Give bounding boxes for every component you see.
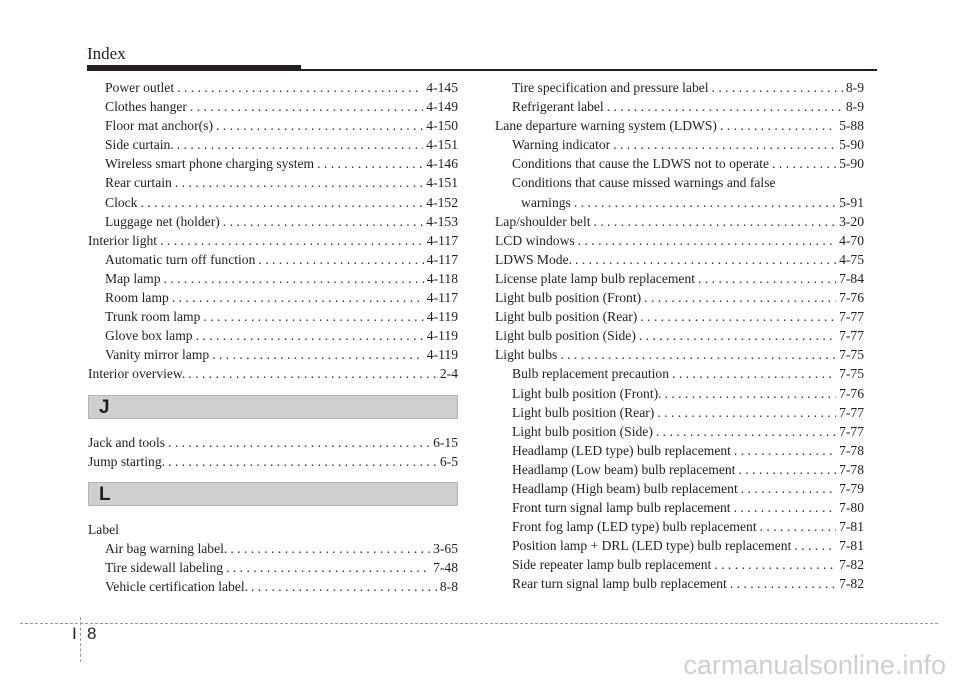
index-entry-page: 4-146 (426, 156, 458, 172)
index-entry-page: 4-145 (426, 80, 458, 95)
index-entry (495, 252, 864, 271)
index-entry-page: 7-76 (839, 385, 864, 401)
dot-leader (317, 156, 423, 172)
dot-leader (160, 233, 424, 249)
index-entry-page: 4-119 (426, 347, 458, 363)
dot-leader (190, 99, 423, 115)
index-entry (88, 118, 458, 137)
index-entry-page: 5-90 (839, 137, 864, 153)
index-entry (88, 435, 458, 454)
dot-leader (177, 137, 424, 153)
dot-leader (672, 366, 836, 382)
index-entry-text: Position lamp + DRL (LED type) bulb replacement (512, 538, 792, 554)
index-entry (495, 347, 864, 366)
dot-leader (164, 271, 424, 287)
dot-leader (172, 290, 424, 306)
index-entry-page: 7-75 (839, 366, 864, 382)
index-entry (88, 195, 458, 214)
index-entry (495, 481, 864, 500)
index-entry-text: Side repeater lamp bulb replacement (512, 557, 712, 573)
index-entry (495, 328, 864, 347)
index-entry-page: 8-9 (845, 80, 864, 95)
index-entry-page: 7-79 (839, 480, 864, 496)
index-entry-text: Headlamp (LED type) bulb replacement (512, 442, 731, 458)
dot-leader (560, 347, 836, 363)
index-entry-text: Tire specification and pressure label (512, 80, 709, 95)
dot-leader (196, 328, 424, 344)
index-entry (88, 347, 458, 366)
index-entry-text: Power outlet (105, 80, 175, 95)
index-entry-page: 4-151 (426, 137, 458, 153)
index-entry-text: Glove box lamp (105, 328, 193, 344)
dot-leader (203, 309, 423, 325)
index-entry-page: 8-8 (439, 578, 458, 594)
index-entry-text: Map lamp (105, 270, 161, 286)
index-entry-text: LCD windows (495, 232, 575, 248)
index-entry-text: Floor mat anchor(s) (105, 118, 213, 134)
index-entry-page: 5-91 (839, 194, 864, 210)
index-entry (495, 233, 864, 252)
dot-leader (613, 137, 836, 153)
index-entry-page: 7-78 (839, 442, 864, 458)
index-column-left (88, 80, 458, 598)
index-entry-text: Side curtain. (105, 137, 174, 153)
footer-section-letter: I (72, 624, 77, 643)
dot-leader (574, 195, 836, 211)
index-entry-page: 4-117 (426, 232, 458, 248)
index-entry-page: 7-80 (839, 500, 864, 516)
index-entry (495, 443, 864, 462)
dot-leader (140, 195, 423, 211)
index-entry (495, 156, 864, 175)
index-entry (88, 214, 458, 233)
index-entry (88, 99, 458, 118)
index-entry (88, 328, 458, 347)
index-entry-page: 3-65 (433, 540, 458, 556)
index-entry-text: Front turn signal lamp bulb replacement (512, 500, 731, 516)
index-entry (88, 522, 458, 541)
index-entry (88, 366, 458, 385)
index-entry-text: Clock (105, 194, 138, 210)
dot-leader (640, 309, 836, 325)
index-entry (88, 541, 458, 560)
watermark: carmanualsonline.info (683, 650, 946, 680)
footer-divider (80, 617, 81, 662)
dot-leader (741, 481, 836, 497)
index-entry (495, 462, 864, 481)
dot-leader (720, 118, 836, 134)
dot-leader (216, 118, 423, 134)
index-entry (495, 576, 864, 595)
index-entry (495, 309, 864, 328)
dot-leader (772, 156, 836, 172)
index-entry-text: Light bulb position (Front) (495, 290, 642, 306)
index-entry-page: 5-90 (839, 156, 864, 172)
index-entry (88, 233, 458, 252)
index-entry-page: 7-77 (839, 404, 864, 420)
index-entry-page: 7-77 (839, 328, 864, 344)
index-entry (88, 156, 458, 175)
index-entry-text: Tire sidewall labeling (105, 559, 224, 575)
index-entry-page: 7-84 (839, 270, 864, 286)
footer-page-number: 8 (87, 624, 97, 643)
dot-leader (657, 405, 836, 421)
index-entry (88, 579, 458, 598)
index-entry (88, 137, 458, 156)
index-entry (495, 80, 864, 99)
index-entry-text: Room lamp (105, 290, 169, 306)
index-entry (495, 557, 864, 576)
index-entry-text: warnings (521, 194, 571, 210)
dot-leader (738, 462, 836, 478)
index-entry (495, 519, 864, 538)
index-entry (495, 405, 864, 424)
dot-leader (575, 252, 836, 268)
index-entry-text: Automatic turn off function (105, 251, 256, 267)
dot-leader (168, 454, 437, 470)
dot-leader (734, 443, 836, 459)
index-entry-text: Luggage net (holder) (105, 213, 220, 229)
index-entry (88, 175, 458, 194)
index-entry-page: 6-15 (433, 434, 458, 450)
index-entry-page: 7-78 (839, 461, 864, 477)
index-column-right (495, 80, 864, 596)
dot-leader (639, 328, 836, 344)
index-entry-text: Trunk room lamp (105, 309, 201, 325)
index-entry (88, 252, 458, 271)
dot-leader (794, 538, 836, 554)
index-entry-text: Lap/shoulder belt (495, 213, 591, 229)
index-entry-text: Interior overview. (88, 366, 186, 382)
dot-leader (177, 80, 423, 96)
index-entry-page: 7-75 (839, 347, 864, 363)
index-entry (88, 290, 458, 309)
index-entry-text: Light bulb position (Side) (495, 328, 636, 344)
index-entry-page: 4-119 (426, 328, 458, 344)
dot-leader (730, 576, 836, 592)
index-entry (495, 137, 864, 156)
index-entry-text: Clothes hanger (105, 99, 187, 115)
dot-leader (594, 214, 837, 230)
dot-leader (230, 541, 430, 557)
dot-leader (578, 233, 836, 249)
dot-leader (734, 500, 836, 516)
dot-leader (760, 519, 836, 535)
index-entry-page: 4-70 (839, 232, 864, 248)
index-entry-text: Label (88, 521, 119, 537)
index-entry-text: Front fog lamp (LED type) bulb replacement (512, 519, 757, 535)
index-entry (495, 366, 864, 385)
index-entry-page: 8-9 (845, 99, 864, 115)
dot-leader (223, 214, 424, 230)
index-entry-page: 4-153 (426, 213, 458, 229)
index-entry-text: Vehicle certification label. (105, 578, 249, 594)
index-entry-text: LDWS Mode. (495, 251, 573, 267)
dot-leader (607, 99, 843, 115)
index-entry-page: 7-76 (839, 290, 864, 306)
section-header: J (88, 395, 458, 419)
dot-leader (175, 175, 423, 191)
index-entry (495, 386, 864, 405)
index-entry-page: 7-48 (433, 559, 458, 575)
index-entry-page: 7-81 (839, 538, 864, 554)
index-entry (495, 500, 864, 519)
index-entry-page: 4-150 (426, 118, 458, 134)
index-entry-text: Light bulb position (Front). (512, 385, 662, 401)
index-entry-text: Vanity mirror lamp (105, 347, 210, 363)
index-entry-text: Refrigerant label (512, 99, 604, 115)
index-entry-text: Rear curtain (105, 175, 172, 191)
index-entry-page: 5-88 (839, 118, 864, 134)
dot-leader (251, 579, 437, 595)
dot-leader (226, 560, 430, 576)
section-header: L (88, 482, 458, 506)
index-entry-text: Interior light (88, 232, 158, 248)
index-entry (495, 175, 864, 194)
dot-leader (698, 271, 836, 287)
index-entry-text: Rear turn signal lamp bulb replacement (512, 576, 727, 592)
index-entry-page: 4-152 (426, 194, 458, 210)
index-entry-page: 7-82 (839, 557, 864, 573)
index-entry-page: 7-82 (839, 576, 864, 592)
index-entry-text: Conditions that cause the LDWS not to operate (512, 156, 770, 172)
index-entry-page: 3-20 (839, 213, 864, 229)
page-title: Index (87, 44, 126, 63)
dot-leader (714, 557, 836, 573)
dot-leader (258, 252, 423, 268)
index-entry-page: 2-4 (439, 366, 458, 382)
index-entry-text: Light bulb position (Rear) (495, 309, 638, 325)
index-entry-text: Jack and tools (88, 434, 166, 450)
index-entry (88, 80, 458, 99)
index-entry (495, 195, 864, 214)
index-entry-text: Headlamp (Low beam) bulb replacement (512, 461, 736, 477)
index-entry-text: Bulb replacement precaution (512, 366, 670, 382)
dot-leader (188, 366, 437, 382)
index-entry-page: 7-81 (839, 519, 864, 535)
index-entry (495, 424, 864, 443)
index-entry-text: License plate lamp bulb replacement (495, 270, 696, 286)
index-entry-page: 4-117 (426, 251, 458, 267)
index-entry-text: Headlamp (High beam) bulb replacement (512, 480, 738, 496)
index-entry (88, 309, 458, 328)
index-entry-page: 6-5 (439, 453, 458, 469)
header-rule (87, 69, 877, 71)
index-entry (495, 99, 864, 118)
index-entry (495, 118, 864, 137)
index-entry (495, 214, 864, 233)
dot-leader (168, 435, 430, 451)
dot-leader (665, 386, 837, 402)
index-entry-text: Warning indicator (512, 137, 611, 153)
index-entry (88, 560, 458, 579)
index-entry-text: Light bulbs (495, 347, 558, 363)
index-entry-text: Lane departure warning system (LDWS) (495, 118, 717, 134)
index-entry-text: Wireless smart phone charging system (105, 156, 315, 172)
index-entry-page: 4-119 (426, 309, 458, 325)
index-entry-text: Light bulb position (Side) (512, 423, 653, 439)
index-entry (88, 271, 458, 290)
index-entry-page: 4-118 (426, 270, 458, 286)
dot-leader (656, 424, 836, 440)
index-entry-page: 7-77 (839, 309, 864, 325)
index-entry-page: 7-77 (839, 423, 864, 439)
index-entry-page: 4-75 (839, 251, 864, 267)
dot-leader (712, 80, 843, 96)
index-entry (495, 538, 864, 557)
index-entry-text: Conditions that cause missed warnings and false (512, 175, 776, 191)
index-entry-text: Jump starting. (88, 453, 166, 469)
index-entry (495, 271, 864, 290)
dot-leader (212, 347, 424, 363)
index-entry-page: 4-149 (426, 99, 458, 115)
footer-rule (20, 623, 938, 624)
index-entry-text: Light bulb position (Rear) (512, 404, 655, 420)
dot-leader (644, 290, 836, 306)
index-entry-page: 4-117 (426, 290, 458, 306)
index-entry (88, 454, 458, 473)
index-entry (495, 290, 864, 309)
index-entry-text: Air bag warning label. (105, 540, 228, 556)
index-entry-page: 4-151 (426, 175, 458, 191)
